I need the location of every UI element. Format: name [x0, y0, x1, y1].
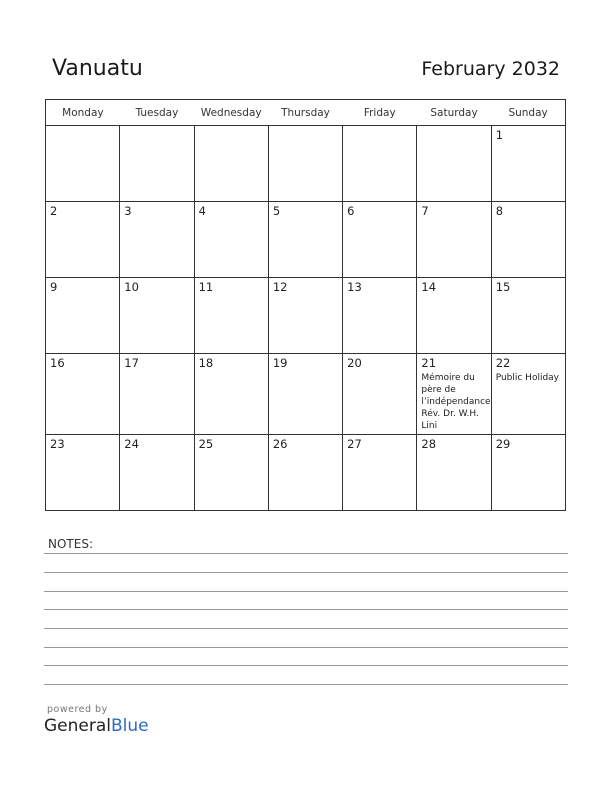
week-row — [46, 435, 566, 511]
day-number: 22 — [495, 356, 511, 370]
week-row — [46, 278, 566, 354]
day-cell — [268, 278, 342, 354]
day-number: 17 — [124, 356, 139, 370]
day-number: 7 — [421, 204, 429, 218]
day-cell — [120, 278, 194, 354]
day-cell — [46, 202, 120, 278]
day-cell — [194, 278, 268, 354]
holiday-label: Public Holiday — [495, 373, 560, 383]
day-cell — [46, 354, 120, 435]
weekday-header-row — [46, 100, 566, 126]
day-number: 5 — [272, 204, 281, 218]
day-cell — [194, 202, 268, 278]
day-cell — [343, 354, 417, 435]
note-line — [44, 628, 568, 629]
note-line — [44, 609, 568, 610]
day-cell — [491, 435, 565, 511]
day-cell — [46, 278, 120, 354]
day-cell — [491, 278, 565, 354]
day-number: 4 — [198, 204, 206, 218]
day-number: 18 — [198, 356, 214, 370]
day-cell — [491, 202, 565, 278]
day-number: 24 — [124, 437, 139, 451]
day-number: 29 — [495, 437, 511, 451]
day-cell — [268, 126, 342, 202]
weekday-saturday: Saturday — [417, 100, 491, 126]
note-line — [44, 591, 568, 592]
day-cell — [194, 435, 268, 511]
weekday-friday: Friday — [343, 100, 417, 126]
month-title: February 2032 — [421, 58, 560, 80]
day-cell — [417, 354, 491, 435]
day-number: 2 — [50, 204, 58, 218]
day-number: 10 — [124, 280, 139, 294]
day-cell — [268, 202, 342, 278]
day-cell — [194, 126, 268, 202]
day-number: 20 — [347, 356, 362, 370]
weekday-tuesday: Tuesday — [120, 100, 194, 126]
day-cell — [120, 435, 194, 511]
note-line — [44, 647, 568, 648]
day-number: 27 — [347, 437, 362, 451]
note-line — [44, 572, 568, 573]
day-cell — [491, 126, 565, 202]
day-number: 1 — [495, 128, 504, 142]
day-number: 28 — [421, 437, 437, 451]
day-number: 16 — [50, 356, 65, 370]
day-cell — [343, 435, 417, 511]
weekday-thursday: Thursday — [268, 100, 342, 126]
day-cell — [46, 435, 120, 511]
calendar-grid — [45, 99, 566, 511]
day-number: 3 — [124, 204, 132, 218]
day-number: 9 — [50, 280, 58, 294]
day-number: 26 — [272, 437, 288, 451]
day-number: 13 — [347, 280, 362, 294]
generalblue-logo[interactable] — [44, 716, 149, 736]
brand-general: General — [44, 716, 111, 736]
brand-blue: Blue — [111, 716, 149, 736]
day-cell — [491, 354, 565, 435]
day-cell — [343, 126, 417, 202]
day-cell — [194, 354, 268, 435]
day-cell — [46, 126, 120, 202]
day-cell — [120, 126, 194, 202]
note-line — [44, 684, 568, 685]
week-row — [46, 354, 566, 435]
weekday-monday: Monday — [46, 100, 120, 126]
powered-by-text: powered by — [47, 704, 108, 715]
day-number: 8 — [495, 204, 504, 218]
day-cell — [343, 202, 417, 278]
day-cell — [343, 278, 417, 354]
weekday-sunday: Sunday — [491, 100, 565, 126]
week-row — [46, 202, 566, 278]
day-number: 19 — [272, 356, 288, 370]
day-cell — [120, 202, 194, 278]
note-line — [44, 665, 568, 666]
day-number: 11 — [198, 280, 214, 294]
weekday-wednesday: Wednesday — [194, 100, 268, 126]
week-row — [46, 126, 566, 202]
day-number: 23 — [50, 437, 65, 451]
day-cell — [268, 435, 342, 511]
day-cell — [417, 126, 491, 202]
day-number: 12 — [272, 280, 288, 294]
notes-label: NOTES: — [48, 537, 93, 551]
day-number: 6 — [347, 204, 355, 218]
note-line — [44, 553, 568, 554]
day-cell — [417, 278, 491, 354]
day-number: 14 — [421, 280, 437, 294]
day-number: 25 — [198, 437, 214, 451]
day-number: 15 — [495, 280, 511, 294]
day-cell — [417, 435, 491, 511]
day-cell — [417, 202, 491, 278]
country-title: Vanuatu — [52, 56, 143, 81]
day-cell — [268, 354, 342, 435]
holiday-label: Mémoire du père de l’indépendance Rév. Dr. W.H. Lini — [421, 373, 491, 431]
day-cell — [120, 354, 194, 435]
day-number: 21 — [421, 356, 437, 370]
